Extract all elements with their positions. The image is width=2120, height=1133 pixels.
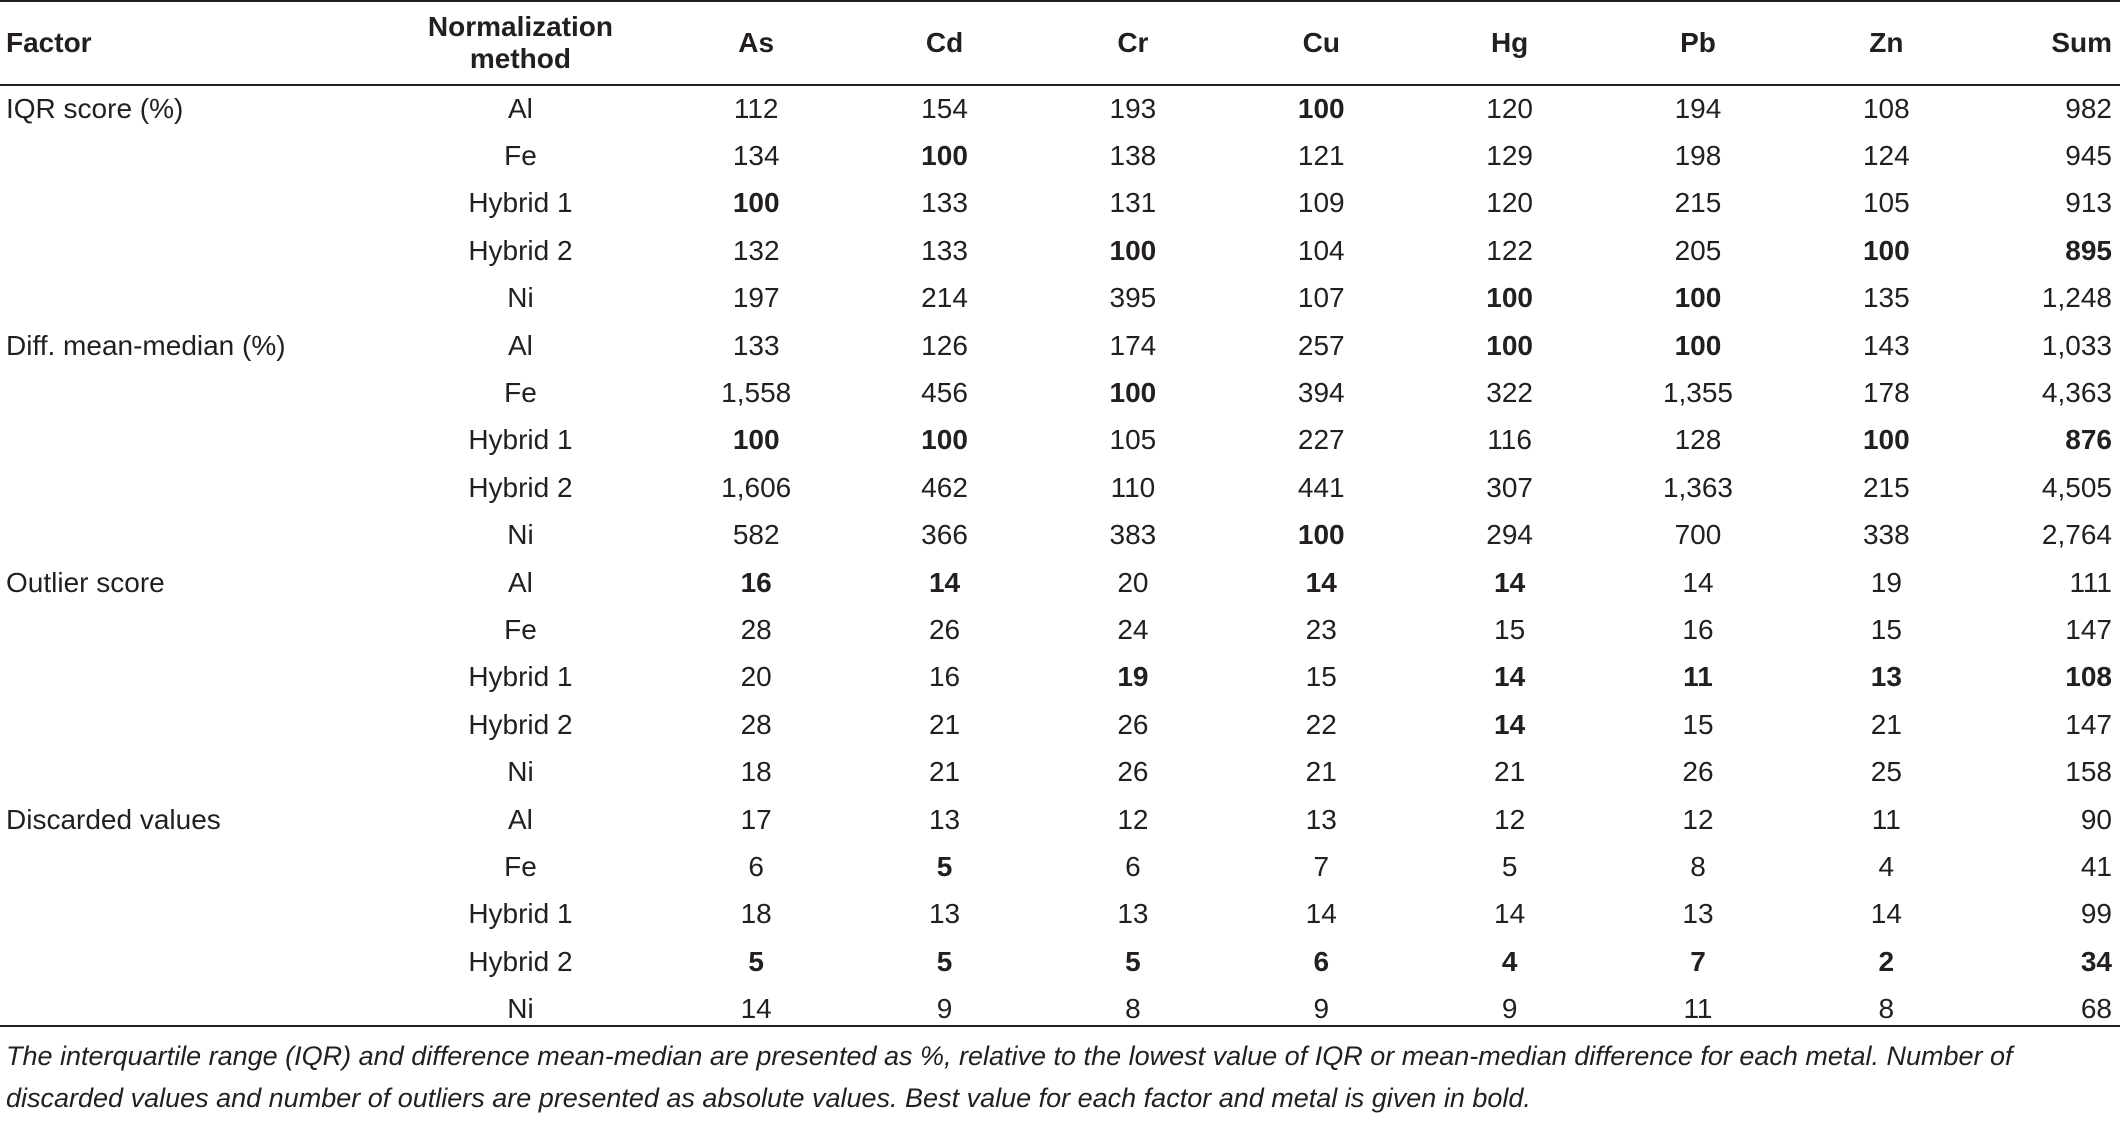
value-cell-pb: 14 <box>1682 566 1714 598</box>
value-cell-hg: 116 <box>1487 424 1532 456</box>
sum-cell: 147 <box>2065 613 2112 645</box>
value-cell-cu: 6 <box>1313 945 1330 977</box>
value-cell-as: 18 <box>740 898 772 930</box>
value-cell-cd: 9 <box>936 993 953 1025</box>
sum-cell: 99 <box>2080 898 2112 930</box>
table-row <box>0 843 2120 890</box>
value-cell-as: 18 <box>740 756 772 788</box>
value-cell-hg: 129 <box>1486 140 1533 172</box>
table-row <box>0 654 2120 701</box>
sum-cell: 4,505 <box>2041 471 2112 503</box>
factor-cell <box>0 701 379 748</box>
factor-cell <box>0 464 379 511</box>
sum-cell: 108 <box>2065 661 2112 693</box>
value-cell-zn: 105 <box>1862 187 1910 219</box>
value-cell-pb: 198 <box>1674 140 1722 172</box>
factor-cell <box>0 512 379 559</box>
sum-cell: 4,363 <box>2041 377 2112 409</box>
factor-cell <box>0 748 379 795</box>
value-cell-cu: 394 <box>1297 377 1345 409</box>
value-cell-cr: 6 <box>1125 850 1141 882</box>
value-cell-cu: 109 <box>1297 187 1345 219</box>
value-cell-zn: 25 <box>1870 756 1902 788</box>
value-cell-pb: 8 <box>1690 850 1706 882</box>
value-cell-cd: 100 <box>921 140 968 172</box>
value-cell-zn: 143 <box>1862 329 1910 361</box>
value-cell-cd: 456 <box>921 377 968 409</box>
value-cell-cd: 13 <box>928 898 961 930</box>
method-cell: Fe <box>504 377 537 409</box>
value-cell-hg: 100 <box>1486 282 1533 314</box>
value-cell-zn: 215 <box>1862 471 1910 503</box>
value-cell-hg: 21 <box>1494 756 1526 788</box>
table-row <box>0 417 2120 464</box>
value-cell-hg: 12 <box>1494 803 1526 835</box>
value-cell-hg: 9 <box>1501 993 1518 1025</box>
value-cell-pb: 1,355 <box>1662 377 1734 409</box>
value-cell-pb: 26 <box>1682 756 1714 788</box>
value-cell-as: 16 <box>740 566 772 598</box>
value-cell-zn: 11 <box>1871 803 1901 835</box>
value-cell-cd: 13 <box>928 803 961 835</box>
value-cell-zn: 21 <box>1870 708 1902 740</box>
value-cell-hg: 15 <box>1494 613 1526 645</box>
table-row <box>0 464 2120 511</box>
sum-cell: 111 <box>2069 566 2112 598</box>
value-cell-cr: 383 <box>1109 519 1157 551</box>
sum-cell: 2,764 <box>2041 519 2112 551</box>
value-cell-cu: 257 <box>1297 329 1345 361</box>
value-cell-cu: 100 <box>1297 519 1345 551</box>
value-cell-as: 28 <box>740 613 772 645</box>
table-row <box>0 701 2120 748</box>
value-cell-hg: 307 <box>1486 471 1533 503</box>
factor-cell <box>0 369 379 416</box>
factor-cell: Discarded values <box>6 803 221 835</box>
table-row <box>0 891 2120 938</box>
value-cell-as: 100 <box>732 424 780 456</box>
value-cell-zn: 15 <box>1870 613 1902 645</box>
value-cell-as: 112 <box>733 93 779 125</box>
value-cell-hg: 120 <box>1486 187 1533 219</box>
method-cell: Ni <box>507 282 534 314</box>
table-row <box>0 322 2120 369</box>
value-cell-zn: 100 <box>1862 234 1910 266</box>
method-cell: Al <box>508 329 533 361</box>
value-cell-hg: 122 <box>1486 234 1533 266</box>
header-metal-hg: Hg <box>1490 27 1529 58</box>
value-cell-cu: 9 <box>1313 993 1330 1025</box>
method-cell: Ni <box>507 756 534 788</box>
table-row <box>0 559 2120 606</box>
value-cell-cr: 193 <box>1109 93 1157 125</box>
value-cell-zn: 2 <box>1878 945 1895 977</box>
value-cell-zn: 135 <box>1862 282 1910 314</box>
header-metal-cd: Cd <box>925 27 964 58</box>
value-cell-as: 28 <box>740 708 772 740</box>
method-cell: Hybrid 2 <box>468 471 573 503</box>
value-cell-zn: 124 <box>1862 140 1910 172</box>
value-cell-cu: 22 <box>1305 708 1337 740</box>
header-normalization-method: Normalization method <box>427 11 614 74</box>
value-cell-cr: 24 <box>1117 613 1149 645</box>
value-cell-as: 20 <box>740 661 772 693</box>
value-cell-cu: 121 <box>1297 140 1345 172</box>
value-cell-zn: 4 <box>1878 850 1895 882</box>
value-cell-cd: 366 <box>921 519 968 551</box>
sum-cell: 895 <box>2065 234 2112 266</box>
factor-cell <box>0 606 379 653</box>
method-cell: Hybrid 1 <box>468 898 573 930</box>
value-cell-pb: 700 <box>1674 519 1722 551</box>
value-cell-as: 134 <box>732 140 780 172</box>
factor-cell <box>0 938 379 985</box>
table-footnote: The interquartile range (IQR) and difference mean-median are presented as %, relative to the lowest value of IQR or mean-median difference for each metal. Number of discarded values and number of outliers are presented as absolute values. Best value for each factor and metal is given in bold. <box>6 1041 2013 1113</box>
value-cell-pb: 100 <box>1674 329 1722 361</box>
value-cell-zn: 14 <box>1870 898 1902 930</box>
value-cell-pb: 7 <box>1690 945 1706 977</box>
value-cell-zn: 108 <box>1862 93 1910 125</box>
value-cell-cu: 21 <box>1305 756 1337 788</box>
header-metal-pb: Pb <box>1680 27 1716 58</box>
value-cell-cu: 227 <box>1297 424 1345 456</box>
table-row <box>0 512 2120 559</box>
value-cell-pb: 128 <box>1674 424 1722 456</box>
value-cell-cu: 14 <box>1305 566 1337 598</box>
value-cell-cr: 100 <box>1109 234 1157 266</box>
table-row <box>0 748 2120 795</box>
sum-cell: 876 <box>2065 424 2112 456</box>
table-row <box>0 132 2120 179</box>
method-cell: Hybrid 1 <box>468 661 573 693</box>
value-cell-cd: 21 <box>928 708 961 740</box>
table-row <box>0 796 2120 843</box>
value-cell-hg: 322 <box>1486 377 1533 409</box>
method-cell: Fe <box>504 140 537 172</box>
sum-cell: 41 <box>2080 850 2112 882</box>
value-cell-as: 14 <box>740 993 772 1025</box>
sum-cell: 34 <box>2080 945 2112 977</box>
value-cell-hg: 4 <box>1501 945 1518 977</box>
value-cell-pb: 11 <box>1683 993 1713 1025</box>
header-metal-zn: Zn <box>1869 27 1904 58</box>
factor-cell <box>0 654 379 701</box>
footnote-divider <box>0 1025 2120 1027</box>
value-cell-as: 1,558 <box>721 377 792 409</box>
value-cell-pb: 12 <box>1682 803 1714 835</box>
value-cell-hg: 14 <box>1494 661 1526 693</box>
method-cell: Hybrid 2 <box>468 708 573 740</box>
value-cell-as: 582 <box>732 519 780 551</box>
value-cell-pb: 16 <box>1682 613 1714 645</box>
sum-cell: 90 <box>2080 803 2112 835</box>
value-cell-cd: 133 <box>921 234 968 266</box>
method-cell: Ni <box>507 993 534 1025</box>
value-cell-cd: 26 <box>928 613 961 645</box>
value-cell-cr: 26 <box>1117 708 1149 740</box>
value-cell-cd: 5 <box>936 850 953 882</box>
method-cell: Fe <box>504 613 537 645</box>
table-row <box>0 85 2120 132</box>
value-cell-as: 1,606 <box>721 471 792 503</box>
factor-cell <box>0 417 379 464</box>
value-cell-hg: 294 <box>1486 519 1533 551</box>
value-cell-hg: 5 <box>1501 850 1518 882</box>
value-cell-cr: 12 <box>1117 803 1149 835</box>
header-metal-cr: Cr <box>1117 27 1149 58</box>
value-cell-cu: 7 <box>1313 850 1330 882</box>
header-metal-as: As <box>738 27 775 58</box>
value-cell-cd: 16 <box>928 661 961 693</box>
value-cell-zn: 338 <box>1862 519 1910 551</box>
value-cell-pb: 1,363 <box>1662 471 1734 503</box>
factor-cell: Diff. mean-median (%) <box>6 329 286 361</box>
value-cell-cd: 214 <box>921 282 968 314</box>
value-cell-cu: 100 <box>1297 93 1345 125</box>
value-cell-cr: 105 <box>1109 424 1157 456</box>
value-cell-pb: 11 <box>1683 661 1713 693</box>
value-cell-pb: 205 <box>1674 234 1722 266</box>
table-row <box>0 275 2120 322</box>
method-cell: Al <box>508 566 533 598</box>
method-cell: Fe <box>504 850 537 882</box>
header-metal-cu: Cu <box>1302 27 1340 58</box>
value-cell-cd: 126 <box>921 329 968 361</box>
value-cell-cu: 107 <box>1297 282 1345 314</box>
factor-cell <box>0 891 379 938</box>
value-cell-as: 17 <box>740 803 772 835</box>
value-cell-hg: 14 <box>1494 566 1526 598</box>
sum-cell: 945 <box>2065 140 2112 172</box>
value-cell-cu: 23 <box>1305 613 1337 645</box>
value-cell-as: 197 <box>732 282 780 314</box>
value-cell-cr: 100 <box>1109 377 1157 409</box>
method-cell: Hybrid 2 <box>468 945 573 977</box>
value-cell-cr: 395 <box>1109 282 1157 314</box>
header-factor: Factor <box>6 27 92 58</box>
factor-cell <box>0 843 379 890</box>
value-cell-cu: 104 <box>1297 234 1345 266</box>
value-cell-cd: 154 <box>921 93 968 125</box>
sum-cell: 982 <box>2065 93 2112 125</box>
method-cell: Ni <box>507 519 534 551</box>
table-body <box>0 85 2120 1033</box>
value-cell-hg: 14 <box>1494 898 1526 930</box>
factor-cell: Outlier score <box>6 566 165 598</box>
value-cell-zn: 8 <box>1878 993 1895 1025</box>
value-cell-cr: 8 <box>1125 993 1141 1025</box>
value-cell-cd: 14 <box>928 566 961 598</box>
value-cell-cd: 5 <box>936 945 953 977</box>
value-cell-cr: 20 <box>1117 566 1149 598</box>
factor-cell <box>0 275 379 322</box>
value-cell-as: 100 <box>732 187 780 219</box>
value-cell-cu: 13 <box>1305 803 1337 835</box>
value-cell-cr: 174 <box>1109 329 1157 361</box>
method-cell: Al <box>508 803 533 835</box>
value-cell-cu: 15 <box>1305 661 1337 693</box>
value-cell-cr: 19 <box>1117 661 1149 693</box>
header-sum: Sum <box>2051 27 2112 58</box>
sum-cell: 158 <box>2065 756 2112 788</box>
method-cell: Hybrid 1 <box>468 424 573 456</box>
table-row <box>0 606 2120 653</box>
value-cell-hg: 100 <box>1486 329 1533 361</box>
factor-cell: IQR score (%) <box>6 93 184 125</box>
table-row <box>0 180 2120 227</box>
value-cell-hg: 120 <box>1486 93 1533 125</box>
table-row <box>0 227 2120 274</box>
value-cell-as: 6 <box>748 850 764 882</box>
factor-cell <box>0 227 379 274</box>
value-cell-pb: 100 <box>1674 282 1722 314</box>
value-cell-pb: 15 <box>1682 708 1714 740</box>
value-cell-zn: 178 <box>1862 377 1910 409</box>
value-cell-as: 5 <box>748 945 764 977</box>
sum-cell: 68 <box>2080 993 2112 1025</box>
value-cell-zn: 13 <box>1870 661 1902 693</box>
value-cell-cd: 462 <box>921 471 968 503</box>
sum-cell: 1,248 <box>2041 282 2112 314</box>
method-cell: Hybrid 1 <box>468 187 573 219</box>
value-cell-pb: 194 <box>1674 93 1722 125</box>
method-cell: Al <box>508 93 533 125</box>
value-cell-cd: 21 <box>928 756 961 788</box>
sum-cell: 1,033 <box>2041 329 2112 361</box>
value-cell-zn: 19 <box>1870 566 1902 598</box>
factor-cell <box>0 132 379 179</box>
value-cell-pb: 13 <box>1682 898 1714 930</box>
sum-cell: 913 <box>2065 187 2112 219</box>
value-cell-cu: 14 <box>1305 898 1337 930</box>
value-cell-cd: 100 <box>921 424 968 456</box>
value-cell-zn: 100 <box>1862 424 1910 456</box>
value-cell-as: 132 <box>732 234 780 266</box>
value-cell-pb: 215 <box>1674 187 1722 219</box>
value-cell-cu: 441 <box>1297 471 1345 503</box>
value-cell-cr: 26 <box>1117 756 1149 788</box>
value-cell-cr: 13 <box>1117 898 1149 930</box>
table-row <box>0 369 2120 416</box>
table-row <box>0 938 2120 985</box>
value-cell-cd: 133 <box>921 187 968 219</box>
value-cell-cr: 131 <box>1109 187 1157 219</box>
value-cell-cr: 138 <box>1109 140 1157 172</box>
factor-cell <box>0 180 379 227</box>
value-cell-hg: 14 <box>1494 708 1526 740</box>
method-cell: Hybrid 2 <box>468 234 573 266</box>
value-cell-as: 133 <box>732 329 780 361</box>
sum-cell: 147 <box>2065 708 2112 740</box>
value-cell-cr: 5 <box>1125 945 1141 977</box>
value-cell-cr: 110 <box>1110 471 1156 503</box>
table-header-row <box>0 1 2120 85</box>
